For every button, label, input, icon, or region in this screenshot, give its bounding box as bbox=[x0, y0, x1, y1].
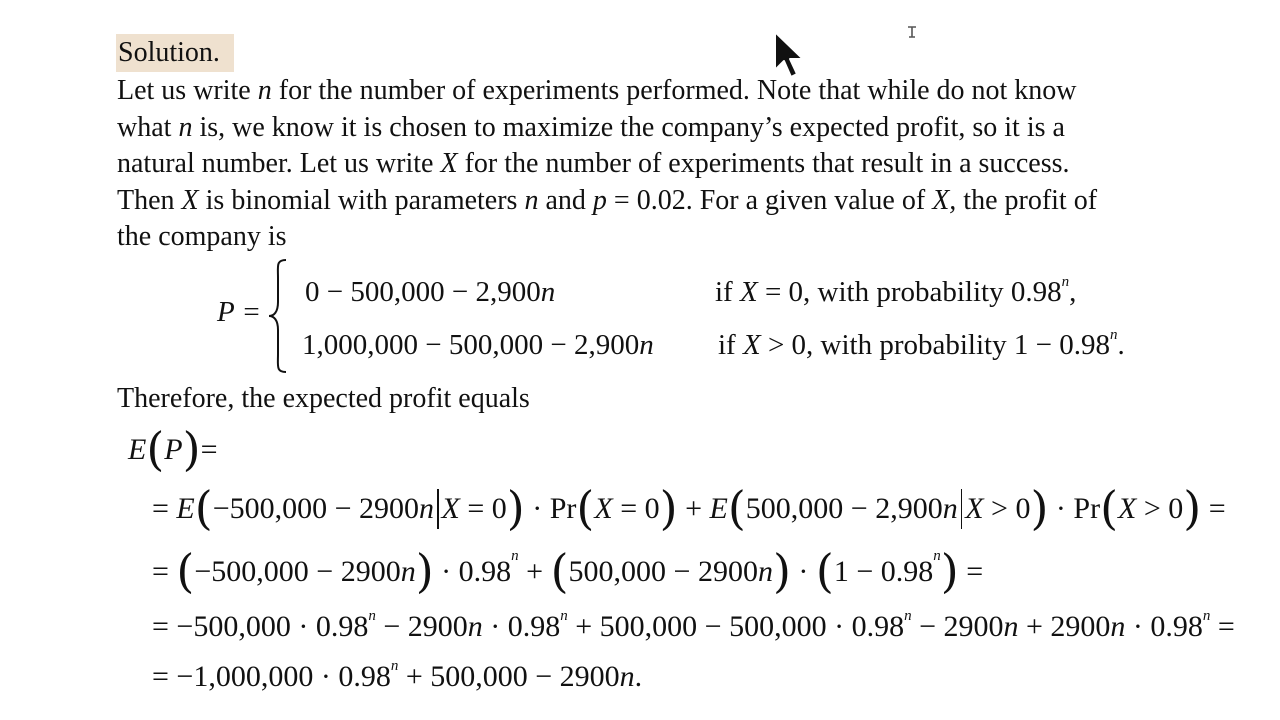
equation-line-4: = $-1,000,000 \cdot 0.98^n + 500,000 - 2900n$. bbox=[152, 658, 643, 693]
solution-paragraph bbox=[117, 73, 1257, 256]
expected-profit-lhs: E(P)= bbox=[128, 422, 218, 476]
piecewise-condition-1: if X = 0, with probability 0.98$^n$, bbox=[715, 274, 1077, 308]
paragraph-line-5: the company is bbox=[117, 221, 287, 252]
equation-line-1: = E(−500,000 − 2900n X = 0) · Pr(X = 0) + E(500,000 − 2,900n X > 0) · Pr(X > 0) = bbox=[152, 481, 1226, 535]
equation-line-3: = $-500,000 \cdot 0.98^n - 2900n \cdot 0.98^n + 500,000 - 500,000 \cdot 0.98^n - 2900n + 2900n \cdot 0.98^n$ = bbox=[152, 608, 1235, 643]
equation-line-2: = $(-500,000 - 2900n) \cdot 0.98^n + (500,000 - 2900n) \cdot (1 - 0.98^n)$ = bbox=[152, 544, 984, 598]
piecewise-label: P = bbox=[217, 296, 262, 328]
therefore-text: Therefore, the expected profit equals bbox=[117, 383, 530, 414]
paragraph-line-4: Then X is binomial with parameters n and p = 0.02. For a given value of X, the profit of bbox=[117, 184, 1098, 216]
paragraph-line-1: Let us write n for the number of experiments performed. Note that while do not know bbox=[117, 75, 1077, 106]
piecewise-case-1: 0 − 500,000 − 2,900n bbox=[305, 276, 556, 308]
left-brace bbox=[266, 256, 290, 376]
text-cursor-icon bbox=[906, 25, 918, 39]
paragraph-line-3: natural number. Let us write X for the number of experiments that result in a success. bbox=[117, 148, 1070, 179]
piecewise-condition-2: if X > 0, with probability $1 - 0.98^n$. bbox=[718, 327, 1125, 361]
piecewise-case-2: 1,000,000 − 500,000 − 2,900n bbox=[302, 329, 654, 361]
mouse-pointer-icon bbox=[773, 30, 807, 80]
solution-heading: Solution. bbox=[116, 34, 234, 72]
paragraph-line-2: what n is, we know it is chosen to maximize the company’s expected profit, so it is a bbox=[117, 111, 1065, 143]
